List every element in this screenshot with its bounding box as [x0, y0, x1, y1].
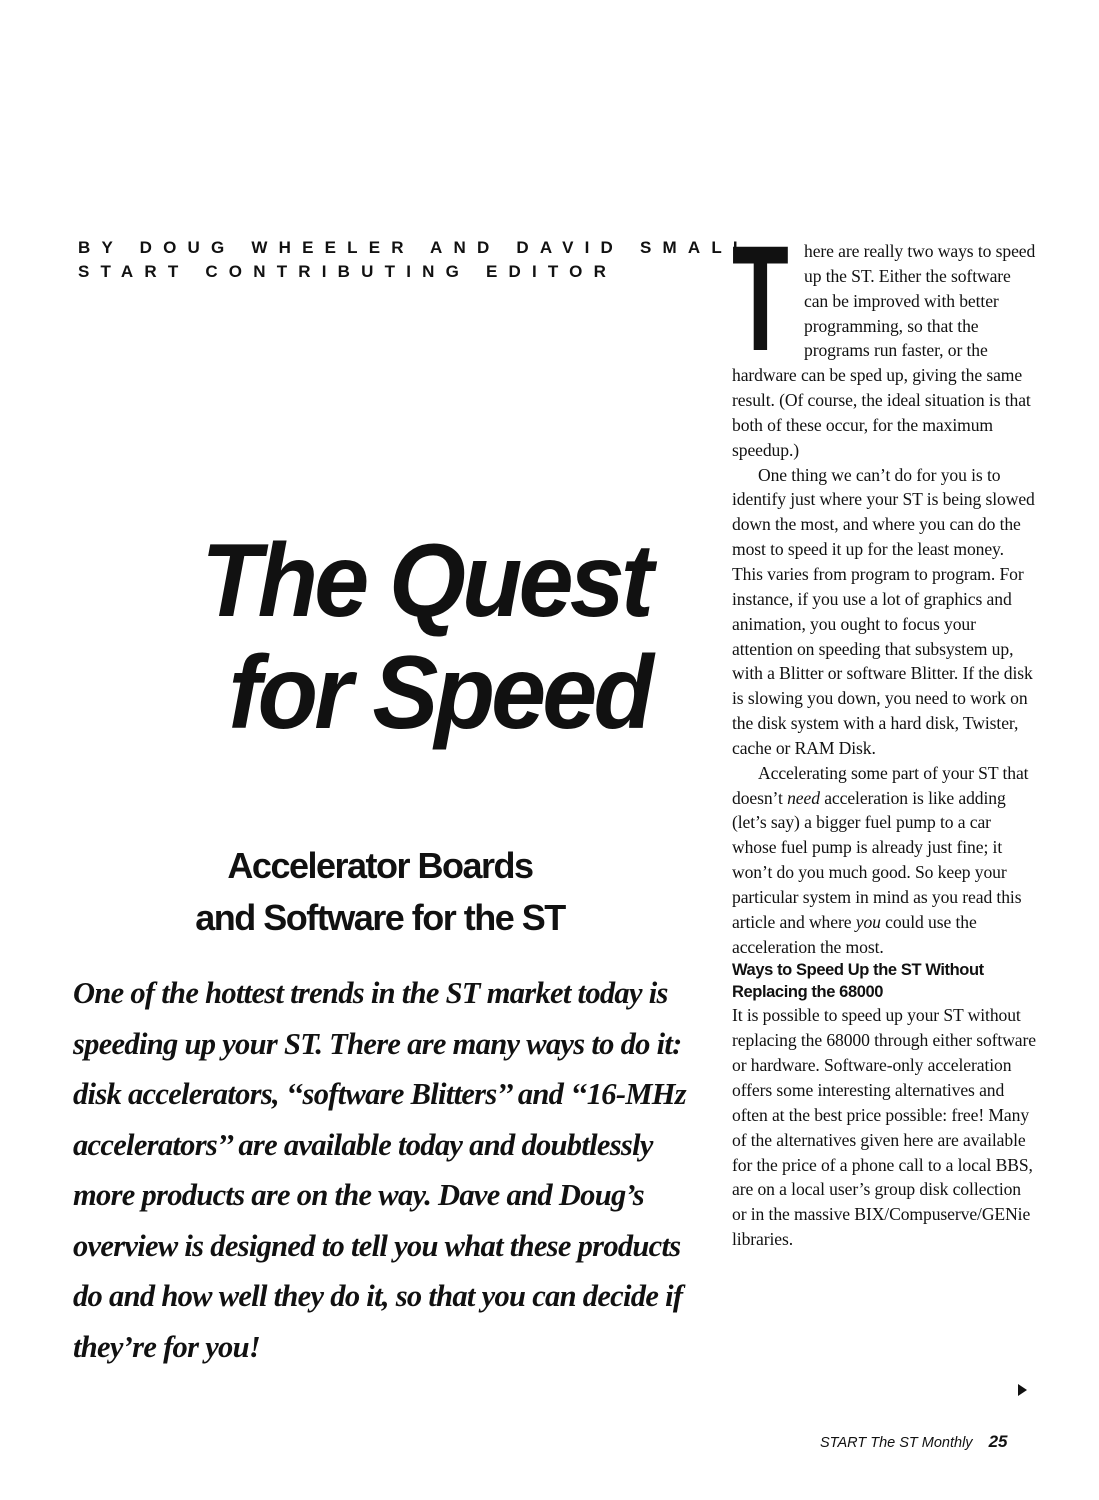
body-column [732, 214, 1038, 1252]
body-paragraph-1: here are really two ways to speed up the ST. Either the software can be improved with better programming, so that the programs run faster, or the hardware can be sped up, giving the same result. (Of course, the ideal situation is that both of these occur, for the maximum speedup.) [732, 241, 1036, 460]
byline-role: START CONTRIBUTING EDITOR [78, 262, 618, 281]
p3-text-b: acceleration is like adding (let’s say) a bigger fuel pump to a car whose fuel pump is already just fine; it won’t do you much good. So keep your particular system in mind as you read this article and where [732, 787, 1022, 932]
title-line-2: for Speed [228, 635, 650, 751]
continue-arrow-icon [1018, 1384, 1027, 1396]
p3-emphasis-need: need [787, 787, 820, 808]
article-deck: One of the hottest trends in the ST market today is speeding up your ST. There are many ways to do it: disk accelerators, ‘‘software Blitters’’ and ‘‘16-MHz accelerators’’ are available today and doubtlessly more products are on the way. Dave and Doug’s overview is designed to tell you what these products do and how well they do it, so that you can decide if they’re for you! [73, 976, 686, 1364]
subtitle-line-2: and Software for the ST [195, 897, 565, 938]
body-paragraph-4: It is possible to speed up your ST without replacing the 68000 through either software or hardware. Software-only acceleration offers some interesting alternatives and often at the best price possible: free! Many of the alternatives given here are available for the price of a phone call to a local BBS, are on a local user’s group disk collection or in the massive BIX/Compuserve/GENie libraries. [732, 1005, 1036, 1250]
page-number: 25 [988, 1432, 1008, 1451]
drop-cap: T [732, 214, 789, 382]
p3-text-a: Accelerating some part of your ST that doesn’t [732, 762, 1029, 808]
byline [78, 236, 755, 284]
article-subtitle [120, 840, 640, 944]
section-heading: Ways to Speed Up the ST Without Replacing the 68000 [732, 961, 984, 1002]
p3-emphasis-you: you [855, 911, 881, 932]
article-title [156, 525, 650, 749]
body-paragraph-2: One thing we can’t do for you is to identify just where your ST is being slowed down the most, and where you can do the most to speed it up for the least money. This varies from program to program. For instance, if you use a lot of graphics and animation, you ought to focus your attention on speeding that subsystem up, with a Blitter or software Blitter. If the disk is slowing you down, you need to work on the disk system with a hard disk, Twister, cache or RAM Disk. [732, 464, 1035, 758]
subtitle-line-1: Accelerator Boards [227, 845, 533, 886]
footer-magazine: START The ST Monthly [820, 1435, 973, 1451]
byline-authors: BY DOUG WHEELER AND DAVID SMALL [78, 238, 755, 257]
title-line-1: The Quest [201, 523, 650, 639]
page-footer [820, 1432, 1030, 1453]
body-paragraph-3 [732, 761, 1038, 960]
p3-text-c: could use the acceleration the most. [732, 911, 977, 957]
